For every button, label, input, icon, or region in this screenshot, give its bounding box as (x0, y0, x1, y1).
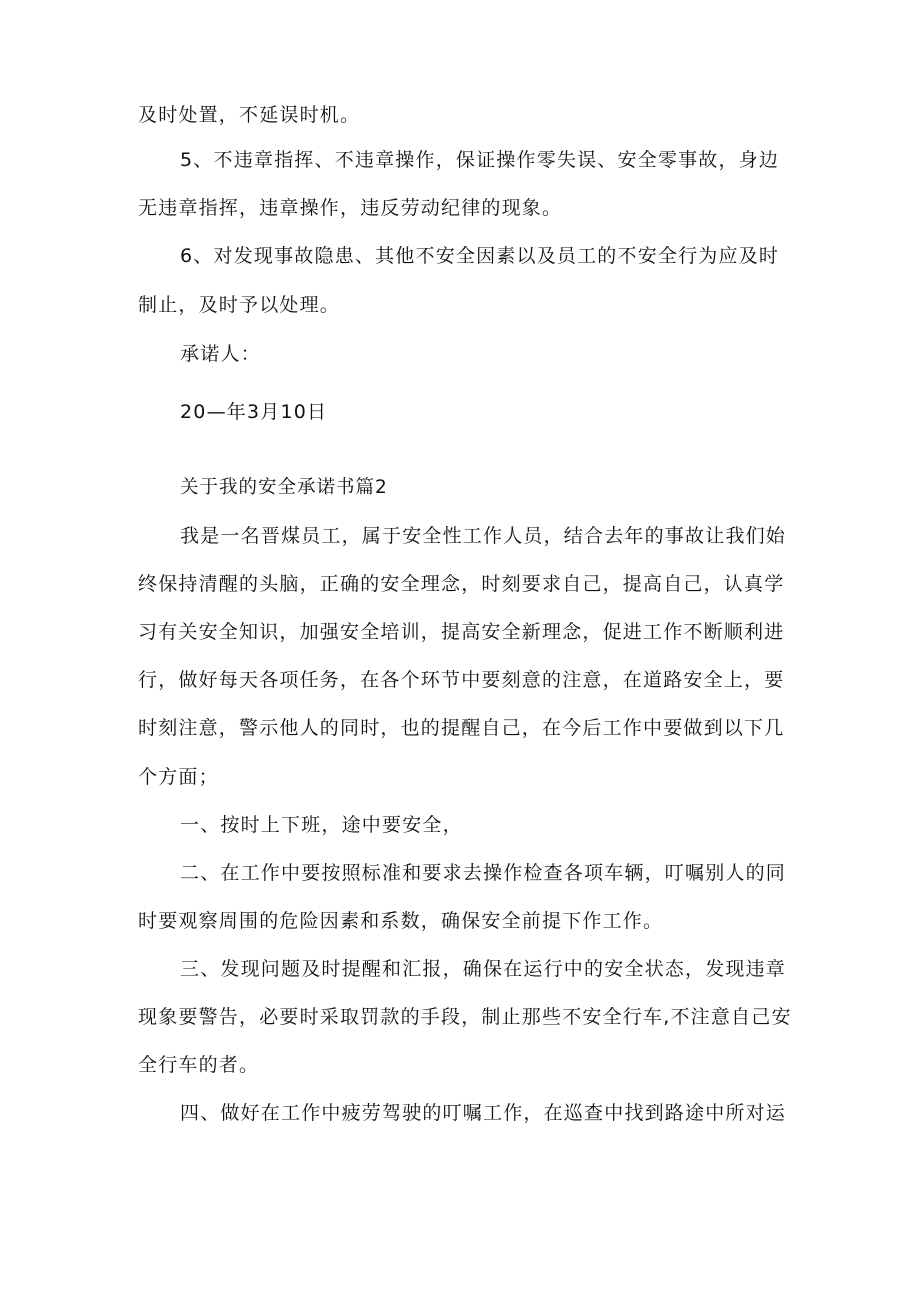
text-line: 时刻注意，警示他人的同时，也的提醒自己，在今后工作中要做到以下几 (138, 717, 785, 739)
date-line: 20—年3月10日 (180, 401, 328, 423)
text-line: 行，做好每天各项任务，在各个环节中要刻意的注意，在道路安全上，要 (138, 669, 785, 691)
text-line: 及时处置，不延误时机。 (138, 104, 361, 126)
text-line: 一、按时上下班，途中要安全， (180, 814, 463, 836)
text-line: 个方面； (138, 766, 219, 788)
text-line: 全行车的者。 (138, 1054, 260, 1076)
text-line: 6、对发现事故隐患、其他不安全因素以及员工的不安全行为应及时 (180, 245, 780, 267)
text-line: 无违章指挥，违章操作，违反劳动纪律的现象。 (138, 197, 563, 219)
text-line: 终保持清醒的头脑，正确的安全理念，时刻要求自己，提高自己，认真学 (138, 573, 785, 595)
signatory-label: 承诺人： (180, 343, 261, 365)
section-title: 关于我的安全承诺书篇2 (180, 477, 388, 498)
text-line: 我是一名晋煤员工，属于安全性工作人员，结合去年的事故让我们始 (180, 525, 787, 547)
text-line: 四、做好在工作中疲劳驾驶的叮嘱工作，在巡查中找到路途中所对运 (180, 1102, 787, 1124)
text-line: 现象要警告，必要时采取罚款的手段，制止那些不安全行车,不注意自己安 (138, 1006, 792, 1028)
text-line: 三、发现问题及时提醒和汇报，确保在运行中的安全状态，发现违章 (180, 958, 787, 980)
text-line: 习有关安全知识，加强安全培训，提高安全新理念，促进工作不断顺利进 (138, 621, 785, 643)
text-line: 时要观察周围的危险因素和系数，确保安全前提下作工作。 (138, 910, 664, 932)
text-line: 二、在工作中要按照标准和要求去操作检查各项车辆，叮嘱别人的同 (180, 862, 787, 884)
text-line: 5、不违章指挥、不违章操作，保证操作零失误、安全零事故，身边 (180, 149, 780, 171)
text-line: 制止，及时予以处理。 (138, 294, 341, 316)
